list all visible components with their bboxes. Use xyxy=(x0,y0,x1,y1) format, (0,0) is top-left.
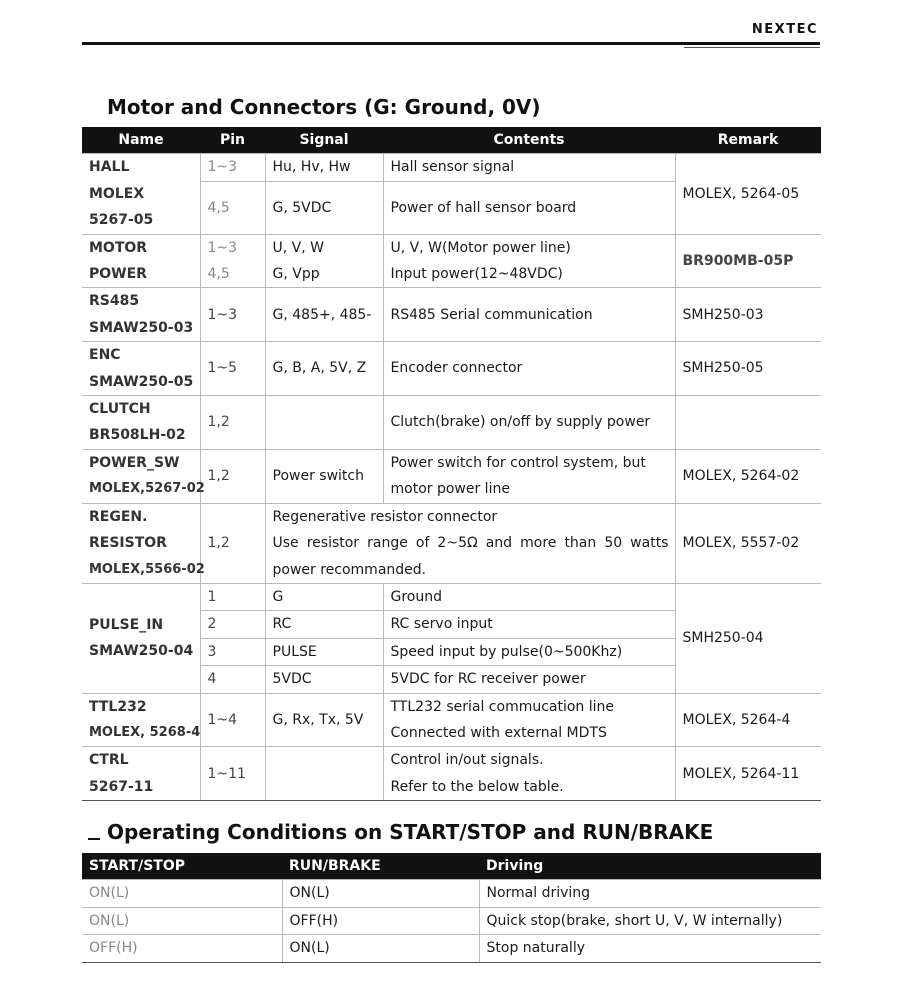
contents-cell: Clutch(brake) on/off by supply power xyxy=(383,396,675,450)
signal-cell: U, V, W xyxy=(265,234,383,261)
remark-cell: MOLEX, 5264-4 xyxy=(675,693,821,747)
name-line: CTRL xyxy=(89,752,129,769)
table-row xyxy=(82,503,821,583)
name-line: SMAW250-03 xyxy=(89,319,194,336)
signal-cell: RC xyxy=(265,611,383,638)
regen-line: Regenerative resistor connector xyxy=(272,508,498,525)
signal-cell: 5VDC xyxy=(265,666,383,693)
name-line: PULSE_IN xyxy=(89,616,164,633)
name-cell xyxy=(82,288,200,342)
col-header-run-brake: RUN/BRAKE xyxy=(282,853,479,880)
signal-cell xyxy=(265,747,383,801)
name-cell xyxy=(82,693,200,747)
signal-cell: G, 5VDC xyxy=(265,181,383,234)
name-line: SMAW250-05 xyxy=(89,373,194,390)
pin-cell: 1,2 xyxy=(200,396,265,450)
col-header-contents: Contents xyxy=(383,127,675,154)
contents-cell: Speed input by pulse(0~500Khz) xyxy=(383,638,675,665)
pin-cell: 4,5 xyxy=(200,181,265,234)
name-cell xyxy=(82,342,200,396)
table-row xyxy=(82,396,821,450)
driving-cell: Normal driving xyxy=(479,880,821,907)
dash-marker xyxy=(88,838,100,840)
operating-header-row xyxy=(82,853,821,880)
header-rule xyxy=(82,42,820,45)
name-line: 5267-05 xyxy=(89,212,154,229)
signal-cell: G, Rx, Tx, 5V xyxy=(265,693,383,747)
table-row xyxy=(82,288,821,342)
header-rule-thin xyxy=(684,47,820,48)
signal-cell xyxy=(265,396,383,450)
start-stop-cell: ON(L) xyxy=(82,907,282,934)
pin-cell: 1 xyxy=(200,583,265,610)
name-line: POWER_SW xyxy=(89,454,180,471)
name-line: MOLEX, 5268-4 xyxy=(89,724,201,740)
name-cell xyxy=(82,747,200,801)
signal-cell: G, Vpp xyxy=(265,261,383,288)
name-cell xyxy=(82,396,200,450)
name-line: ENC xyxy=(89,347,121,364)
name-line: CLUTCH xyxy=(89,401,151,418)
name-cell xyxy=(82,583,200,693)
name-cell xyxy=(82,449,205,503)
contents-line: Power switch for control system, but xyxy=(390,454,646,471)
remark-cell: MOLEX, 5264-11 xyxy=(675,747,821,801)
contents-line: Connected with external MDTS xyxy=(390,724,607,741)
contents-cell xyxy=(383,693,675,747)
table-row xyxy=(82,234,821,261)
col-header-pin: Pin xyxy=(200,127,265,154)
contents-line: motor power line xyxy=(390,481,510,498)
table-row xyxy=(82,154,821,181)
connectors-header-row xyxy=(82,127,821,154)
section-title-connectors: Motor and Connectors (G: Ground, 0V) xyxy=(107,95,541,119)
name-line: MOLEX,5566-02 xyxy=(89,561,205,577)
remark-cell: SMH250-03 xyxy=(675,288,821,342)
contents-cell: Hall sensor signal xyxy=(383,154,675,181)
section-title-text: Operating Conditions on START/STOP and RUN/BRAKE xyxy=(107,820,714,844)
signal-cell: Power switch xyxy=(265,449,383,503)
pin-cell: 1~4 xyxy=(200,693,265,747)
remark-cell: BR900MB-05P xyxy=(675,234,821,288)
run-brake-cell: ON(L) xyxy=(282,935,479,962)
name-cell xyxy=(82,503,205,583)
pin-cell: 4 xyxy=(200,666,265,693)
pin-cell: 1~3 xyxy=(200,154,265,181)
table-row xyxy=(82,747,821,801)
signal-cell: PULSE xyxy=(265,638,383,665)
remark-cell: MOLEX, 5264-05 xyxy=(675,154,821,234)
name-cell xyxy=(82,154,200,234)
contents-line: Refer to the below table. xyxy=(390,778,564,795)
col-header-name: Name xyxy=(82,127,200,154)
table-row xyxy=(82,342,821,396)
name-line: POWER xyxy=(89,266,147,283)
col-header-signal: Signal xyxy=(265,127,383,154)
signal-cell: G, 485+, 485- xyxy=(265,288,383,342)
contents-cell: 5VDC for RC receiver power xyxy=(383,666,675,693)
regen-line: Use resistor range of 2~5Ω and more than 50 watts xyxy=(272,535,669,552)
name-line: MOLEX xyxy=(89,185,145,202)
signal-cell: G xyxy=(265,583,383,610)
remark-cell: MOLEX, 5557-02 xyxy=(675,503,821,583)
driving-cell: Stop naturally xyxy=(479,935,821,962)
operating-conditions-table xyxy=(82,853,821,963)
name-line: MOLEX,5267-02 xyxy=(89,481,205,497)
table-row xyxy=(82,880,821,907)
driving-cell: Quick stop(brake, short U, V, W internally) xyxy=(479,907,821,934)
remark-cell xyxy=(675,396,821,450)
name-line: RS485 xyxy=(89,293,140,310)
name-line: RESISTOR xyxy=(89,535,167,552)
contents-line: TTL232 serial commucation line xyxy=(390,698,615,715)
pin-cell: 1~11 xyxy=(200,747,265,801)
table-row xyxy=(82,693,821,747)
connectors-table xyxy=(82,127,821,801)
contents-cell: Power of hall sensor board xyxy=(383,181,675,234)
contents-cell xyxy=(383,449,675,503)
pin-cell: 1,2 xyxy=(200,449,265,503)
name-line: 5267-11 xyxy=(89,778,154,795)
name-line: BR508LH-02 xyxy=(89,427,186,444)
table-row xyxy=(82,583,821,610)
name-line: MOTOR xyxy=(89,239,148,256)
name-line: REGEN. xyxy=(89,508,148,525)
contents-line: Control in/out signals. xyxy=(390,752,544,769)
table-row xyxy=(82,449,821,503)
contents-cell: Input power(12~48VDC) xyxy=(383,261,675,288)
contents-cell: RS485 Serial communication xyxy=(383,288,675,342)
brand-logo: NEXTEC xyxy=(751,22,818,37)
name-line: HALL xyxy=(89,159,130,176)
section-title-operating xyxy=(88,820,713,844)
contents-cell: Encoder connector xyxy=(383,342,675,396)
pin-cell: 3 xyxy=(200,638,265,665)
start-stop-cell: ON(L) xyxy=(82,880,282,907)
contents-cell xyxy=(383,747,675,801)
col-header-remark: Remark xyxy=(675,127,821,154)
pin-cell: 1,2 xyxy=(200,503,265,583)
col-header-start-stop: START/STOP xyxy=(82,853,282,880)
name-line: TTL232 xyxy=(89,698,147,715)
remark-cell: SMH250-04 xyxy=(675,583,821,693)
regen-description-cell xyxy=(265,503,675,583)
pin-cell: 4,5 xyxy=(200,261,265,288)
table-row xyxy=(82,907,821,934)
regen-line: power recommanded. xyxy=(272,561,427,578)
col-header-driving: Driving xyxy=(479,853,821,880)
start-stop-cell: OFF(H) xyxy=(82,935,282,962)
pin-cell: 2 xyxy=(200,611,265,638)
run-brake-cell: OFF(H) xyxy=(282,907,479,934)
signal-cell: G, B, A, 5V, Z xyxy=(265,342,383,396)
contents-cell: Ground xyxy=(383,583,675,610)
remark-cell: SMH250-05 xyxy=(675,342,821,396)
pin-cell: 1~3 xyxy=(200,234,265,261)
name-cell xyxy=(82,234,200,288)
name-line: SMAW250-04 xyxy=(89,643,194,660)
contents-cell: RC servo input xyxy=(383,611,675,638)
remark-cell: MOLEX, 5264-02 xyxy=(675,449,821,503)
pin-cell: 1~3 xyxy=(200,288,265,342)
contents-cell: U, V, W(Motor power line) xyxy=(383,234,675,261)
table-row xyxy=(82,935,821,962)
pin-cell: 1~5 xyxy=(200,342,265,396)
signal-cell: Hu, Hv, Hw xyxy=(265,154,383,181)
run-brake-cell: ON(L) xyxy=(282,880,479,907)
